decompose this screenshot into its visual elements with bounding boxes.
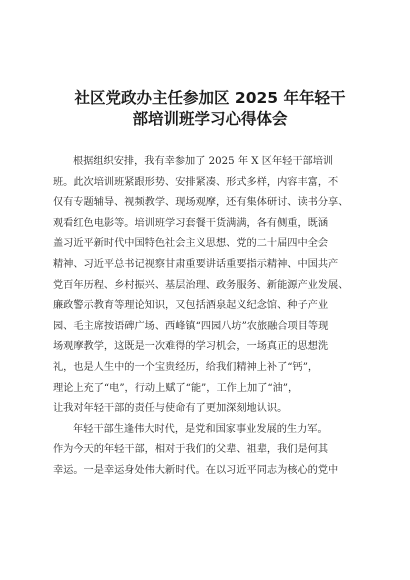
paragraph-line: 仅有专题辅导、视频教学、现场观摩，还有集体研讨、读书分享、 xyxy=(53,197,349,209)
paragraph-line: 幸运。一是幸运身处伟大新时代。在以习近平同志为核心的党中 xyxy=(53,464,339,476)
paragraph-line: 观看红色电影等。培训班学习套餐干货满满，各有侧重，既涵 xyxy=(53,217,329,229)
paragraph-line: 园、毛主席按语碑广场、西峰镇“四园八坊”农旅融合项目等现 xyxy=(53,320,329,332)
title-line-2: 部培训班学习心得体会 xyxy=(132,110,288,128)
paragraph-1 xyxy=(53,152,363,420)
paragraph-line: 精神、习近平总书记视察甘肃重要讲话重要指示精神、中国共产 xyxy=(53,258,339,270)
paragraph-line: 盖习近平新时代中国特色社会主义思想、党的二十届四中全会 xyxy=(53,238,329,250)
paragraph-line: 理论上充了“电”，行动上赋了“能”，工作上加了“油”， xyxy=(53,382,299,394)
document-body xyxy=(53,152,363,482)
title-line-1: 社区党政办主任参加区 2025 年年轻干 xyxy=(74,89,346,107)
paragraph-line: 根据组织安排，我有幸参加了 2025 年 X 区年轻干部培训 xyxy=(73,156,334,167)
paragraph-line: 作为今天的年轻干部，相对于我们的父辈、祖辈，我们是何其 xyxy=(53,444,329,456)
paragraph-line: 礼，也是人生中的一个宝贵经历，给我们精神上补了“钙”， xyxy=(53,361,319,373)
paragraph-line: 廉政警示教育等理论知识，又包括酒泉起义纪念馆、种子产业 xyxy=(53,300,329,312)
paragraph-line: 党百年历程、乡村振兴、基层治理、政务服务、新能源产业发展、 xyxy=(53,279,349,291)
paragraph-2 xyxy=(53,420,363,482)
paragraph-line: 年轻干部生逢伟大时代，是党和国家事业发展的生力军。 xyxy=(73,423,328,435)
paragraph-line: 让我对年轻干部的责任与使命有了更加深刻地认识。 xyxy=(53,403,288,415)
paragraph-line: 班。此次培训班紧跟形势、安排紧凑、形式多样，内容丰富，不 xyxy=(53,176,339,188)
document-title xyxy=(60,88,360,130)
paragraph-line: 场观摩教学，这既是一次难得的学习机会，一场真正的思想洗 xyxy=(53,341,329,353)
